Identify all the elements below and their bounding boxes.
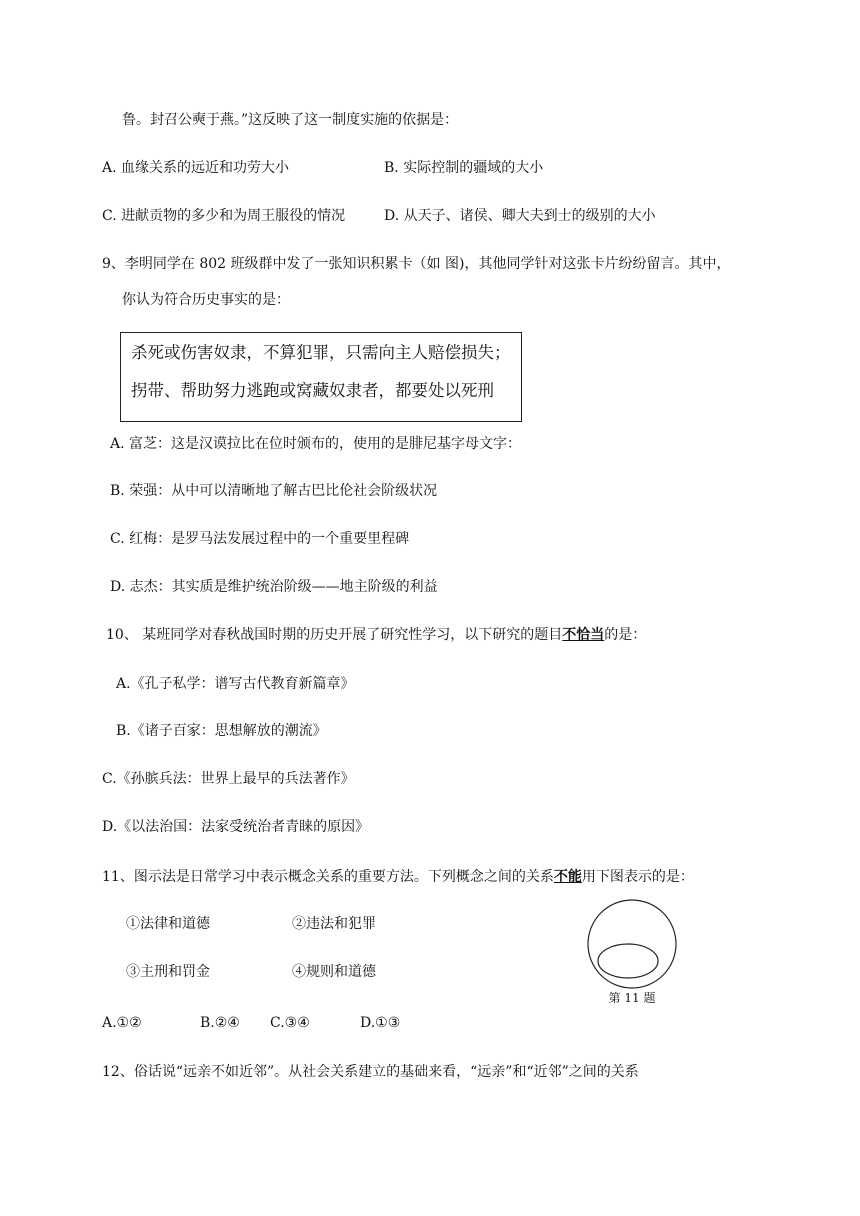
q11-stem (102, 867, 694, 887)
q11-item-3: ③主刑和罚金 (126, 964, 210, 980)
q10-stem-pre: 10、 某班同学对春秋战国时期的历史开展了研究性学习，以下研究的题目 (106, 627, 563, 643)
q11-stem-pre: 11、图示法是日常学习中表示概念关系的重要方法。下列概念之间的关系 (102, 869, 554, 885)
q9-option-a: A. 富芝：这是汉谟拉比在位时颁布的，使用的是腓尼基字母文字： (110, 436, 522, 452)
q10-option-d: D.《以法治国：法家受统治者青睐的原因》 (102, 819, 370, 835)
q10-option-b: B.《诸子百家：思想解放的潮流》 (116, 723, 327, 739)
q11-figure-caption: 第 11 题 (608, 991, 656, 1005)
q10-stem (106, 625, 646, 645)
q10-option-a: A.《孔子私学：谱写古代教育新篇章》 (116, 676, 355, 692)
q11-stem-post: 用下图表示的是： (581, 869, 694, 885)
knowledge-card-line1: 杀死或伤害奴隶，不算犯罪，只需向主人赔偿损失； (131, 343, 511, 362)
q9-option-c: C. 红梅：是罗马法发展过程中的一个重要里程碑 (110, 531, 410, 547)
q8-option-d: D. 从天子、诸侯、卿大夫到士的级别的大小 (384, 208, 656, 224)
q10-stem-emphasis: 不恰当 (562, 627, 605, 643)
q9-stem-line1: 9、李明同学在 802 班级群中发了一张知识积累卡（如 图)，其他同学针对这张卡片纷纷留言。其中， (102, 256, 731, 272)
q12-stem: 12、俗话说“远亲不如近邻”。从社会关系建立的基础来看，“远亲”和“近邻”之间的关系 (102, 1064, 639, 1080)
knowledge-card-line2: 拐带、帮助努力逃跑或窝藏奴隶者，都要处以死刑 (131, 381, 494, 400)
q8-option-c: C. 进献贡物的多少和为周王服役的情况 (102, 208, 346, 224)
q11-item-2: ②违法和犯罪 (292, 916, 376, 932)
q8-option-b: B. 实际控制的疆域的大小 (384, 160, 544, 176)
q11-answer-d: D.①③ (360, 1015, 401, 1031)
q9-stem-line2: 你认为符合历史事实的是： (122, 292, 290, 308)
concept-diagram (584, 899, 680, 989)
q11-item-1: ①法律和道德 (126, 916, 210, 932)
q10-option-c: C.《孙膑兵法：世界上最早的兵法著作》 (102, 771, 355, 787)
knowledge-card (120, 332, 522, 422)
q10-stem-post: 的是： (604, 627, 647, 643)
q8-option-a: A. 血缘关系的远近和功劳大小 (102, 160, 290, 176)
q11-answer-b: B.②④ (200, 1015, 240, 1031)
q8-stem-tail: 鲁。封召公奭于燕。”这反映了这一制度实施的依据是： (122, 112, 459, 128)
q11-answer-a: A.①② (102, 1015, 142, 1031)
q11-stem-emphasis: 不能 (553, 869, 582, 885)
q11-answer-c: C.③④ (270, 1015, 310, 1031)
q11-item-4: ④规则和道德 (292, 964, 376, 980)
q9-option-b: B. 荣强：从中可以清晰地了解古巴比伦社会阶级状况 (110, 483, 438, 499)
inner-ellipse (598, 944, 658, 978)
q9-option-d: D. 志杰：其实质是维护统治阶级——地主阶级的利益 (110, 579, 438, 595)
